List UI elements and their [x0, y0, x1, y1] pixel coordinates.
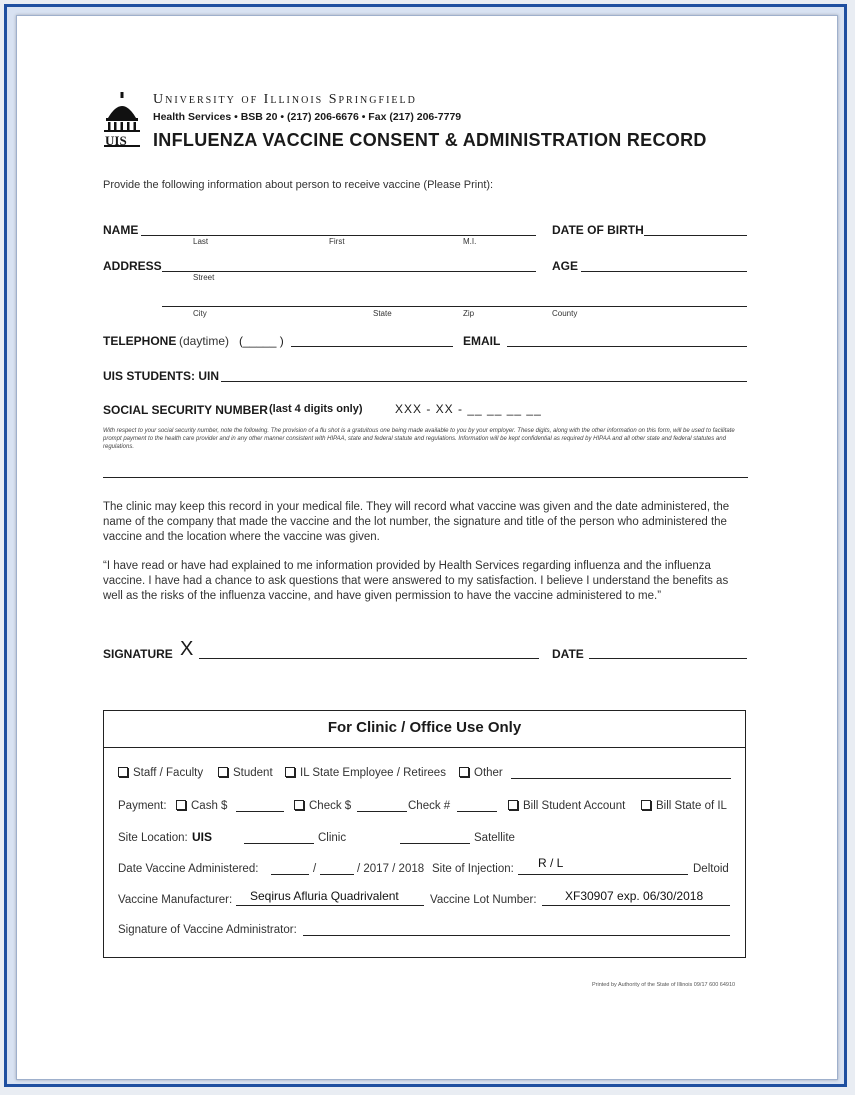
- satellite-label: Satellite: [474, 832, 515, 844]
- clinic-use-box: [103, 710, 746, 958]
- consent-paragraph: “I have read or have had explained to me information provided by Health Services regarding influenza and the influenza vaccine. I have had a chance to ask questions that were answered to my satisfaction. I believe I understand the benefits as well as the risks of the influenza vaccine, and have given permission to have the vaccine administered to me.”: [103, 560, 729, 602]
- date-year: / 2017 / 2018: [357, 863, 425, 875]
- dob-input[interactable]: [644, 235, 747, 236]
- cash-amount-input[interactable]: [236, 811, 284, 812]
- category-state-employee[interactable]: IL State Employee / Retirees: [285, 767, 446, 779]
- logo-text: UIS: [105, 133, 127, 148]
- signature-date-input[interactable]: [589, 658, 747, 659]
- lot-number-value: XF30907 exp. 06/30/2018: [565, 889, 704, 903]
- check-amount-input[interactable]: [357, 811, 407, 812]
- date-administered-label: Date Vaccine Administered:: [118, 863, 259, 875]
- ssn-label: SOCIAL SECURITY NUMBER: [103, 403, 268, 417]
- street-sub: Street: [193, 273, 215, 282]
- university-name: University of Illinois Springfield: [153, 92, 417, 107]
- checkbox-icon[interactable]: [218, 767, 228, 777]
- age-input[interactable]: [581, 271, 747, 272]
- checkbox-icon[interactable]: [459, 767, 469, 777]
- check-number-input[interactable]: [457, 811, 497, 812]
- site-location-label: Site Location:: [118, 832, 188, 844]
- zip-sub: Zip: [463, 309, 475, 318]
- email-label: EMAIL: [463, 334, 501, 348]
- category-student[interactable]: Student: [218, 767, 273, 779]
- check-number-label: Check #: [408, 800, 451, 812]
- address-label: ADDRESS: [103, 259, 162, 273]
- injection-site-value: R / L: [538, 856, 564, 870]
- payment-label: Payment:: [118, 800, 167, 812]
- payment-bill-state[interactable]: Bill State of IL: [641, 800, 727, 812]
- daytime-note: (daytime): [179, 334, 230, 348]
- lot-number-label: Vaccine Lot Number:: [430, 894, 537, 906]
- checkbox-icon[interactable]: [641, 800, 651, 810]
- email-input[interactable]: [507, 346, 747, 347]
- city-state-zip-input[interactable]: [162, 306, 747, 307]
- clinic-site-input[interactable]: [244, 843, 314, 844]
- form-title: INFLUENZA VACCINE CONSENT & ADMINISTRATION RECORD: [153, 130, 707, 150]
- deltoid-label: Deltoid: [693, 863, 729, 875]
- name-input[interactable]: [141, 235, 536, 236]
- payment-bill-student[interactable]: Bill Student Account: [508, 800, 625, 812]
- administrator-signature-input[interactable]: [303, 935, 730, 936]
- city-sub: City: [193, 309, 207, 318]
- uin-label: UIS STUDENTS: UIN: [103, 369, 220, 383]
- signature-x-mark: X: [180, 638, 194, 660]
- name-sub-mi: M.I.: [463, 237, 477, 246]
- signature-date-label: DATE: [552, 647, 584, 661]
- injection-site-input[interactable]: [518, 874, 688, 875]
- form-page: [16, 15, 838, 1080]
- dob-label: DATE OF BIRTH: [552, 223, 644, 237]
- injection-site-label: Site of Injection:: [432, 863, 514, 875]
- payment-cash[interactable]: Cash $: [176, 800, 227, 812]
- name-sub-first: First: [329, 237, 345, 246]
- area-code-field[interactable]: (_____ ): [239, 334, 284, 348]
- date-slash: /: [313, 863, 317, 875]
- manufacturer-value: Seqirus Afluria Quadrivalent: [250, 889, 399, 903]
- checkbox-icon[interactable]: [285, 767, 295, 777]
- record-paragraph: The clinic may keep this record in your medical file. They will record what vaccine was given and the date administered, the name of the company that made the vaccine and the lot number, the signature and title of the person who administered the vaccine and the location where the vaccine was given.: [103, 501, 730, 543]
- clinic-label: Clinic: [318, 832, 347, 844]
- category-staff[interactable]: Staff / Faculty: [118, 767, 203, 779]
- intro-text: Provide the following information about person to receive vaccine (Please Print):: [103, 179, 494, 191]
- signature-label: SIGNATURE: [103, 647, 173, 661]
- street-input[interactable]: [162, 271, 536, 272]
- checkbox-icon[interactable]: [294, 800, 304, 810]
- ssn-note: (last 4 digits only): [269, 403, 363, 415]
- signature-input[interactable]: [199, 658, 539, 659]
- manufacturer-label: Vaccine Manufacturer:: [118, 894, 233, 906]
- name-sub-last: Last: [193, 237, 209, 246]
- clinic-heading: For Clinic / Office Use Only: [104, 711, 745, 748]
- site-location-value: UIS: [192, 830, 213, 844]
- telephone-label: TELEPHONE: [103, 334, 177, 348]
- lot-number-input[interactable]: [542, 905, 730, 906]
- uin-input[interactable]: [221, 381, 747, 382]
- date-day-input[interactable]: [320, 874, 354, 875]
- satellite-site-input[interactable]: [400, 843, 470, 844]
- checkbox-icon[interactable]: [118, 767, 128, 777]
- category-other[interactable]: Other: [459, 767, 503, 779]
- checkbox-icon[interactable]: [176, 800, 186, 810]
- contact-line: Health Services • BSB 20 • (217) 206-6676 • Fax (217) 206-7779: [153, 111, 462, 123]
- county-sub: County: [552, 309, 578, 318]
- other-input[interactable]: [511, 778, 731, 779]
- age-label: AGE: [552, 259, 579, 273]
- checkbox-icon[interactable]: [508, 800, 518, 810]
- date-month-input[interactable]: [271, 874, 309, 875]
- state-sub: State: [373, 309, 392, 318]
- administrator-signature-label: Signature of Vaccine Administrator:: [118, 924, 297, 936]
- ssn-input[interactable]: XXX - XX - __ __ __ __: [395, 402, 542, 416]
- ssn-disclaimer: With respect to your social security number, note the following. The provision of a flu shot is a gratuitous one being made available to you by your employer. These digits, along with the other information on this form, will be used to facilitate prompt payment to the health care provider and in any other manner consistent with HIPAA, state and federal statute and regulations. Information will be kept confidential as required by HIPAA and all other state and federal statutes and regulations.: [103, 428, 735, 450]
- printed-by-footer: Printed by Authority of the State of Illinois 09/17 600 64910: [592, 982, 736, 988]
- divider: [103, 477, 748, 478]
- name-label: NAME: [103, 223, 139, 237]
- manufacturer-input[interactable]: [236, 905, 424, 906]
- payment-check-amount[interactable]: Check $: [294, 800, 351, 812]
- phone-input[interactable]: [291, 346, 453, 347]
